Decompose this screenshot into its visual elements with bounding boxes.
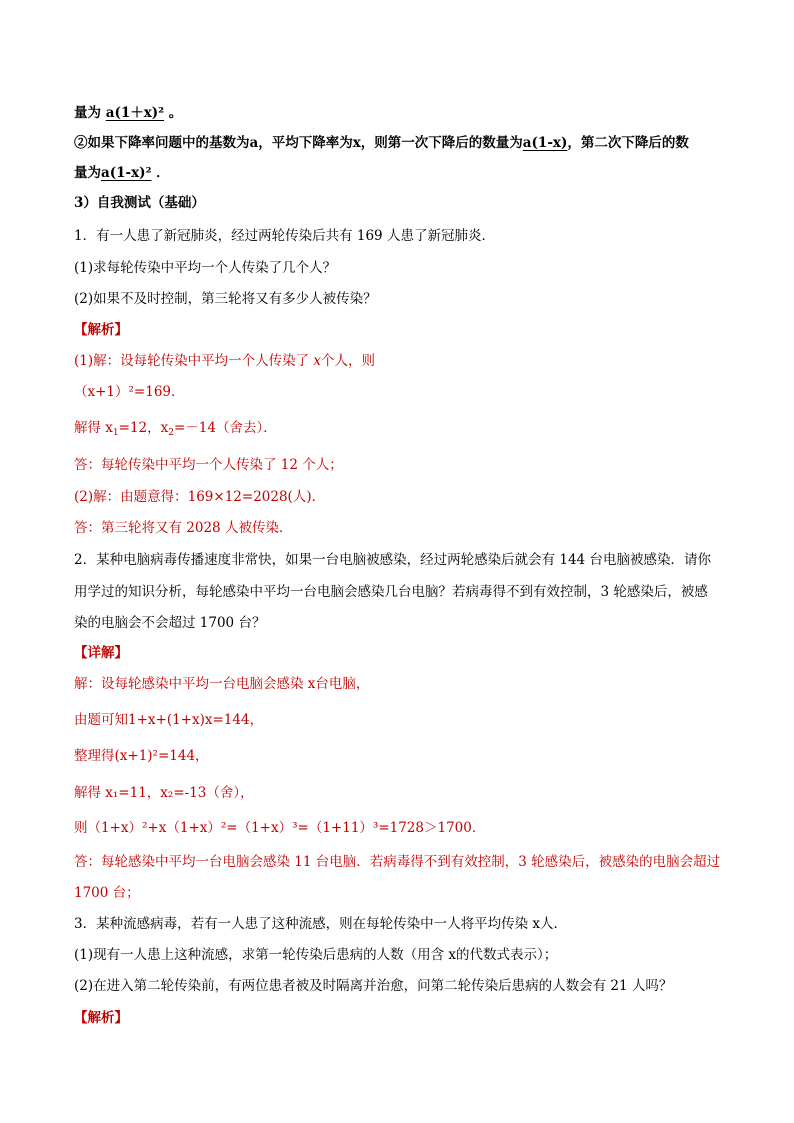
q1-solution-tag: 【解析】 xyxy=(74,322,128,338)
q2-solution-line-1: 解：设每轮感染中平均一台电脑会感染 x台电脑， xyxy=(74,676,370,692)
q2-answer-line-2: 1700 台； xyxy=(74,885,140,901)
intro-line-2-prefix: ②如果下降率问题中的基数为a，平均下降率为x，则第一次下降后的数量为 xyxy=(74,135,523,151)
q1-roots-part-a: 解得 x xyxy=(74,420,113,436)
q3-stem: 3．某种流感病毒，若有一人患了这种流感，则在每轮传染中一人将平均传染 x人． xyxy=(74,916,567,932)
intro-line-1-suffix: 。 xyxy=(164,105,183,121)
q3-part-2: (2)在进入第二轮传染前，有两位患者被及时隔离并治愈，问第二轮传染后患病的人数会有 21 人吗？ xyxy=(74,978,673,994)
q1-solution-line-1-tail: 个人，则 xyxy=(321,353,376,369)
q1-variable-x: x xyxy=(313,353,322,369)
q2-stem-line-3: 染的电脑会不会超过 1700 台？ xyxy=(74,615,266,631)
q1-roots-part-b: =12，x xyxy=(118,420,169,436)
q2-solution-line-5: 则（1+x）²+x（1+x）²=（1+x）³=（1+11）³=1728＞1700． xyxy=(74,820,486,836)
intro-line-1-prefix: 量为 xyxy=(74,105,106,121)
intro-line-3 xyxy=(74,163,170,183)
second-decrease-formula: a(1-x)² xyxy=(101,165,152,181)
q2-detail-tag: 【详解】 xyxy=(74,645,128,661)
q2-solution-line-3: 整理得(x+1)²=144， xyxy=(74,748,209,764)
intro-line-1 xyxy=(74,103,182,123)
intro-line-2-suffix: ，第二次下降后的数 xyxy=(567,135,689,151)
q1-equation: （x+1）²=169． xyxy=(74,384,185,400)
intro-line-3-prefix: 量为 xyxy=(74,165,101,181)
q2-solution-line-2: 由题可知1+x+(1+x)x=144， xyxy=(74,712,264,728)
q1-roots-part-c: =－14（舍去）． xyxy=(173,420,277,436)
q1-answer-1: 答：每轮传染中平均一个人传染了 12 个人； xyxy=(74,457,343,473)
increase-formula: a(1＋x)² xyxy=(105,105,165,121)
intro-line-3-suffix: ． xyxy=(151,165,170,181)
q2-answer-line-1: 答：每轮感染中平均一台电脑会感染 11 台电脑．若病毒得不到有效控制，3 轮感染后，被感染的电脑会超过 xyxy=(74,854,721,870)
q1-solution-line-1-text: (1)解：设每轮传染中平均一个人传染了 xyxy=(74,353,314,369)
intro-line-2 xyxy=(74,133,689,153)
q2-solution-line-4: 解得 x₁=11，x₂=-13（舍）， xyxy=(74,785,254,801)
q3-solution-tag: 【解析】 xyxy=(74,1010,128,1026)
q1-part-1: (1)求每轮传染中平均一个人传染了几个人？ xyxy=(74,260,337,276)
q1-solution-line-1 xyxy=(74,351,375,371)
q1-stem: 1．有一人患了新冠肺炎，经过两轮传染后共有 169 人患了新冠肺炎． xyxy=(74,228,495,244)
q2-stem-line-2: 用学过的知识分析，每轮感染中平均一台电脑会感染几台电脑？若病毒得不到有效控制，3 轮感染后，被感 xyxy=(74,584,708,600)
q1-roots: 解得 $x_1=12$，$x_2=-14$（舍去）． xyxy=(74,420,277,438)
q2-stem-line-1: 2．某种电脑病毒传播速度非常快，如果一台电脑被感染，经过两轮感染后就会有 144 台电脑被感染．请你 xyxy=(74,552,711,568)
q1-answer-2: 答：第三轮将又有 2028 人被传染． xyxy=(74,520,293,536)
q3-part-1: (1)现有一人患上这种流感，求第一轮传染后患病的人数（用含 x的代数式表示）； xyxy=(74,947,558,963)
q1-solution-part-2: (2)解：由题意得：169×12=2028(人)． xyxy=(74,489,326,505)
first-decrease-formula: a(1-x) xyxy=(522,135,568,151)
section-heading: 3）自我测试（基础） xyxy=(74,195,205,211)
q1-part-2: (2)如果不及时控制，第三轮将又有多少人被传染？ xyxy=(74,291,377,307)
